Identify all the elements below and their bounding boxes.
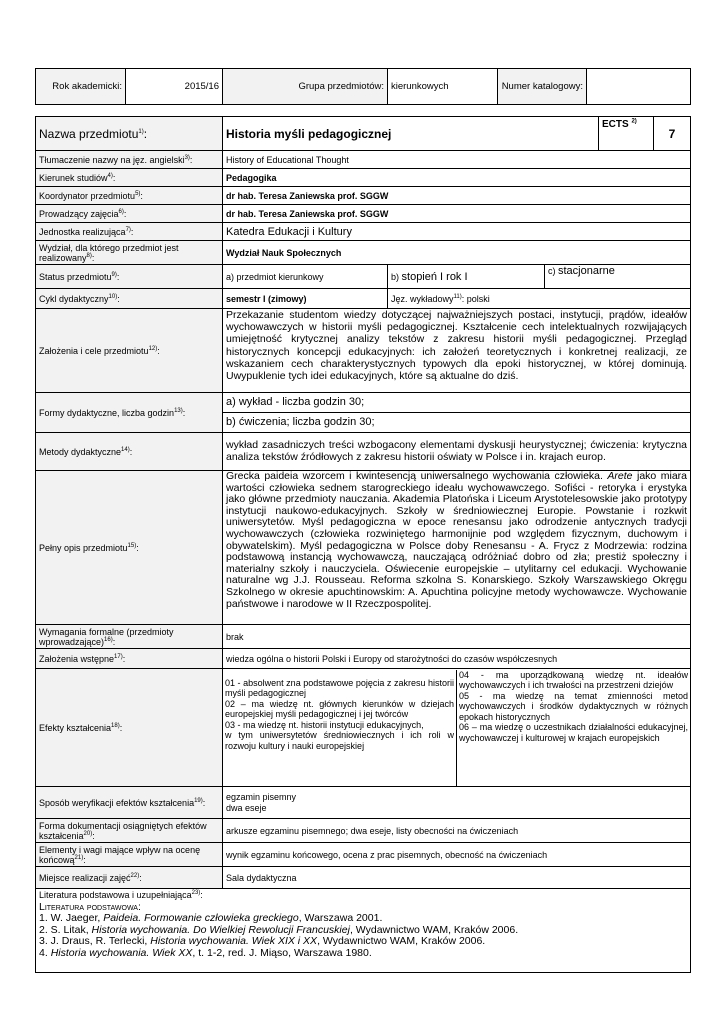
methods-value: wykład zasadniczych treści wzbogacony elementami dyskusji heurystycznej; ćwiczenia: krytyczna analiza tekstów źródłowych z zakresu historii oświaty w Polsce i in. krajach europ.	[223, 433, 691, 471]
verification-label: Sposób weryfikacji efektów kształcenia$^{19)}$:	[36, 787, 223, 819]
coordinator-value: dr hab. Teresa Zaniewska prof. SGGW	[223, 187, 691, 205]
unit-value: Katedra Edukacji i Kultury	[223, 223, 691, 241]
unit-label: Jednostka realizująca$^{7)}$:	[36, 223, 223, 241]
literature-subtitle: Literatura podstawowa:	[39, 900, 141, 913]
literature-item: 3. J. Draus, R. Terlecki, Historia wychowania. Wiek XIX i XX, Wydawnictwo WAM, Kraków 2006.	[39, 935, 486, 947]
full-description-label: Pełny opis przedmiotu$^{15)}$:	[36, 471, 223, 625]
prerequisites-value: wiedza ogólna o historii Polski i Europy od starożytności do czasów współczesnych	[223, 649, 691, 669]
academic-year-value: 2015/16	[126, 69, 223, 105]
cycle-value: semestr I (zimowy)	[223, 289, 388, 309]
status-c-value: c) stacjonarne	[545, 265, 691, 289]
instructor-label: Prowadzący zajęcia$^{6)}$:	[36, 205, 223, 223]
full-description-value: Grecka paideia wzorcem i kwintesencją uniwersalnego wychowania człowieka. Arete jako miara wartości człowieka sednem starogreckiego ideału wychowawczego. Sofiści - retoryka i erystyka jako główne przedmioty nauczania. Akademia Platońska i Liceum Arystotelesowskie jako prototypy instytucji naukowo-edukacyjnych. Szkoły w średniowiecznej Europie. Powstanie i rozkwit uniwersytetów. Myśl pedagogiczna w epoce renesansu jako odrodzenie antycznych tradycji wychowawczych (człowieka rozwiniętego harmonijnie pod względem fizycznym, duchowym i obywatelskim). Myśl pedagogiczna w Polsce doby Renesansu - A. Frycz z Modrzewia: rodzina podstawową instancją wychowawczą, nauczającą odróżniać dobro od zła; prestiż społeczny i materialny szkoły i nauczyciela. Oświecenie europejskie – utylitarny cel edukacji. Wychowanie naturalne wg J.J. Rousseau. Reforma szkolna S. Konarskiego. Szkoły Warszawskiego Okręgu Szkolnego w okresie apuchtinowskim: A. Apuchtina policyjne metody wychowawcze. Wychowanie państwowe i narodowe w II Rzeczpospolitej.	[223, 471, 691, 625]
english-name-value: History of Educational Thought	[223, 151, 691, 169]
learning-outcomes-value	[223, 669, 691, 787]
forms-label: Formy dydaktyczne, liczba godzin$^{13)}$:	[36, 393, 223, 433]
cycle-label: Cykl dydaktyczny$^{10)}$:	[36, 289, 223, 309]
ects-value: 7	[654, 117, 691, 151]
catalog-number-label: Numer katalogowy:	[498, 69, 587, 105]
location-value: Sala dydaktyczna	[223, 867, 691, 889]
literature-item: 1. W. Jaeger, Paideia. Formowanie człowieka greckiego, Warszawa 2001.	[39, 912, 383, 924]
verification-value: egzamin pisemny dwa eseje	[223, 787, 691, 819]
language-cell: Jęz. wykładowy$^{11)}$: polski	[388, 289, 691, 309]
prerequisites-label: Założenia wstępne$^{17)}$:	[36, 649, 223, 669]
methods-label: Metody dydaktyczne$^{14)}$:	[36, 433, 223, 471]
field-of-study-value: Pedagogika	[223, 169, 691, 187]
status-label: Status przedmiotu$^{9)}$:	[36, 265, 223, 289]
faculty-label: Wydział, dla którego przedmiot jest realizowany$^{8)}$:	[36, 241, 223, 265]
literature-item: 2. S. Litak, Historia wychowania. Do Wielkiej Rewolucji Francuskiej, Wydawnictwo WAM, Kraków 2006.	[39, 923, 519, 936]
literature-item: 4. Historia wychowania. Wiek XX, t. 1-2, red. J. Miąso, Warszawa 1980.	[39, 946, 372, 959]
requirements-label: Wymagania formalne (przedmioty wprowadzające)$^{16)}$:	[36, 625, 223, 649]
course-name-value: Historia myśli pedagogicznej	[223, 117, 599, 151]
instructor-value: dr hab. Teresa Zaniewska prof. SGGW	[223, 205, 691, 223]
header-table	[35, 68, 691, 105]
forms-value	[223, 393, 691, 433]
objectives-value: Przekazanie studentom wiedzy dotyczącej najważniejszych postaci, instytucji, prądów, ideałów wychowawczych w historii myśli pedagogicznej. Kształcenie cech intelektualnych rozwijających umiejętność krytycznej analizy tekstów z zakresu historii myśli pedagogicznej. Przegląd historycznych koncepcji edukacyjnych: ich założeń teoretycznych i konkretnej realizacji, ze wskazaniem cech charakterystycznych typowych dla epoki historycznej, w której dominują. Uwypuklenie tych idei edukacyjnych, które są aktualne do dziś.	[223, 309, 691, 393]
documentation-label: Forma dokumentacji osiągniętych efektów kształcenia$^{20)}$:	[36, 819, 223, 843]
forms-lecture: a) wykład - liczba godzin 30;	[223, 393, 690, 413]
objectives-label: Założenia i cele przedmiotu$^{12)}$:	[36, 309, 223, 393]
status-a-value: a) przedmiot kierunkowy	[223, 265, 388, 289]
status-b-value: b) stopień I rok I	[388, 265, 545, 289]
learning-outcomes-right: 04 - ma uporządkowaną wiedzę nt. ideałów wychowawczych i ich trwałości na przestrzeni dziejów 05 - ma wiedzę na temat zmienności metod wychowawczych i środków dydaktycznych w różnych epokach historycznych 06 – ma wiedzę o uczestnikach działalności edukacyjnej, wychowawczej i kulturowej w krajach europejskich	[459, 669, 689, 744]
grading-elements-label: Elementy i wagi mające wpływ na ocenę końcową$^{21)}$:	[36, 843, 223, 867]
course-name-label: Nazwa przedmiotu$^{1)}$:	[36, 117, 223, 151]
learning-outcomes-label: Efekty kształcenia$^{18)}$:	[36, 669, 223, 787]
literature-cell	[36, 889, 691, 973]
ects-label: ECTS $^{2)}$	[599, 117, 654, 151]
course-group-value: kierunkowych	[388, 69, 498, 105]
forms-exercises: b) ćwiczenia; liczba godzin 30;	[226, 416, 375, 428]
learning-outcomes-left: 01 - absolwent zna podstawowe pojęcia z zakresu historii myśli pedagogicznej 02 – ma wiedzę nt. głównych kierunków w dziejach europejskiej myśli pedagogicznej i jej twórców 03 - ma wiedzę nt. historii instytucji edukacyjnych, w tym uniwersytetów średniowiecznych i ich roli w rozwoju kultury i nauki europejskiej	[223, 670, 457, 786]
academic-year-label: Rok akademicki:	[36, 69, 126, 105]
field-of-study-label: Kierunek studiów$^{4)}$:	[36, 169, 223, 187]
english-name-label: Tłumaczenie nazwy na jęz. angielski$^{3)}$:	[36, 151, 223, 169]
faculty-value: Wydział Nauk Społecznych	[223, 241, 691, 265]
location-label: Miejsce realizacji zajęć$^{22)}$:	[36, 867, 223, 889]
course-group-label: Grupa przedmiotów:	[223, 69, 388, 105]
syllabus-table	[35, 116, 691, 973]
grading-elements-value: wynik egzaminu końcowego, ocena z prac pisemnych, obecność na ćwiczeniach	[223, 843, 691, 867]
literature-title: Literatura podstawowa i uzupełniająca$^{23)}$:	[39, 890, 203, 900]
coordinator-label: Koordynator przedmiotu$^{5)}$:	[36, 187, 223, 205]
requirements-value: brak	[223, 625, 691, 649]
catalog-number-value	[587, 69, 691, 105]
documentation-value: arkusze egzaminu pisemnego; dwa eseje, listy obecności na ćwiczeniach	[223, 819, 691, 843]
